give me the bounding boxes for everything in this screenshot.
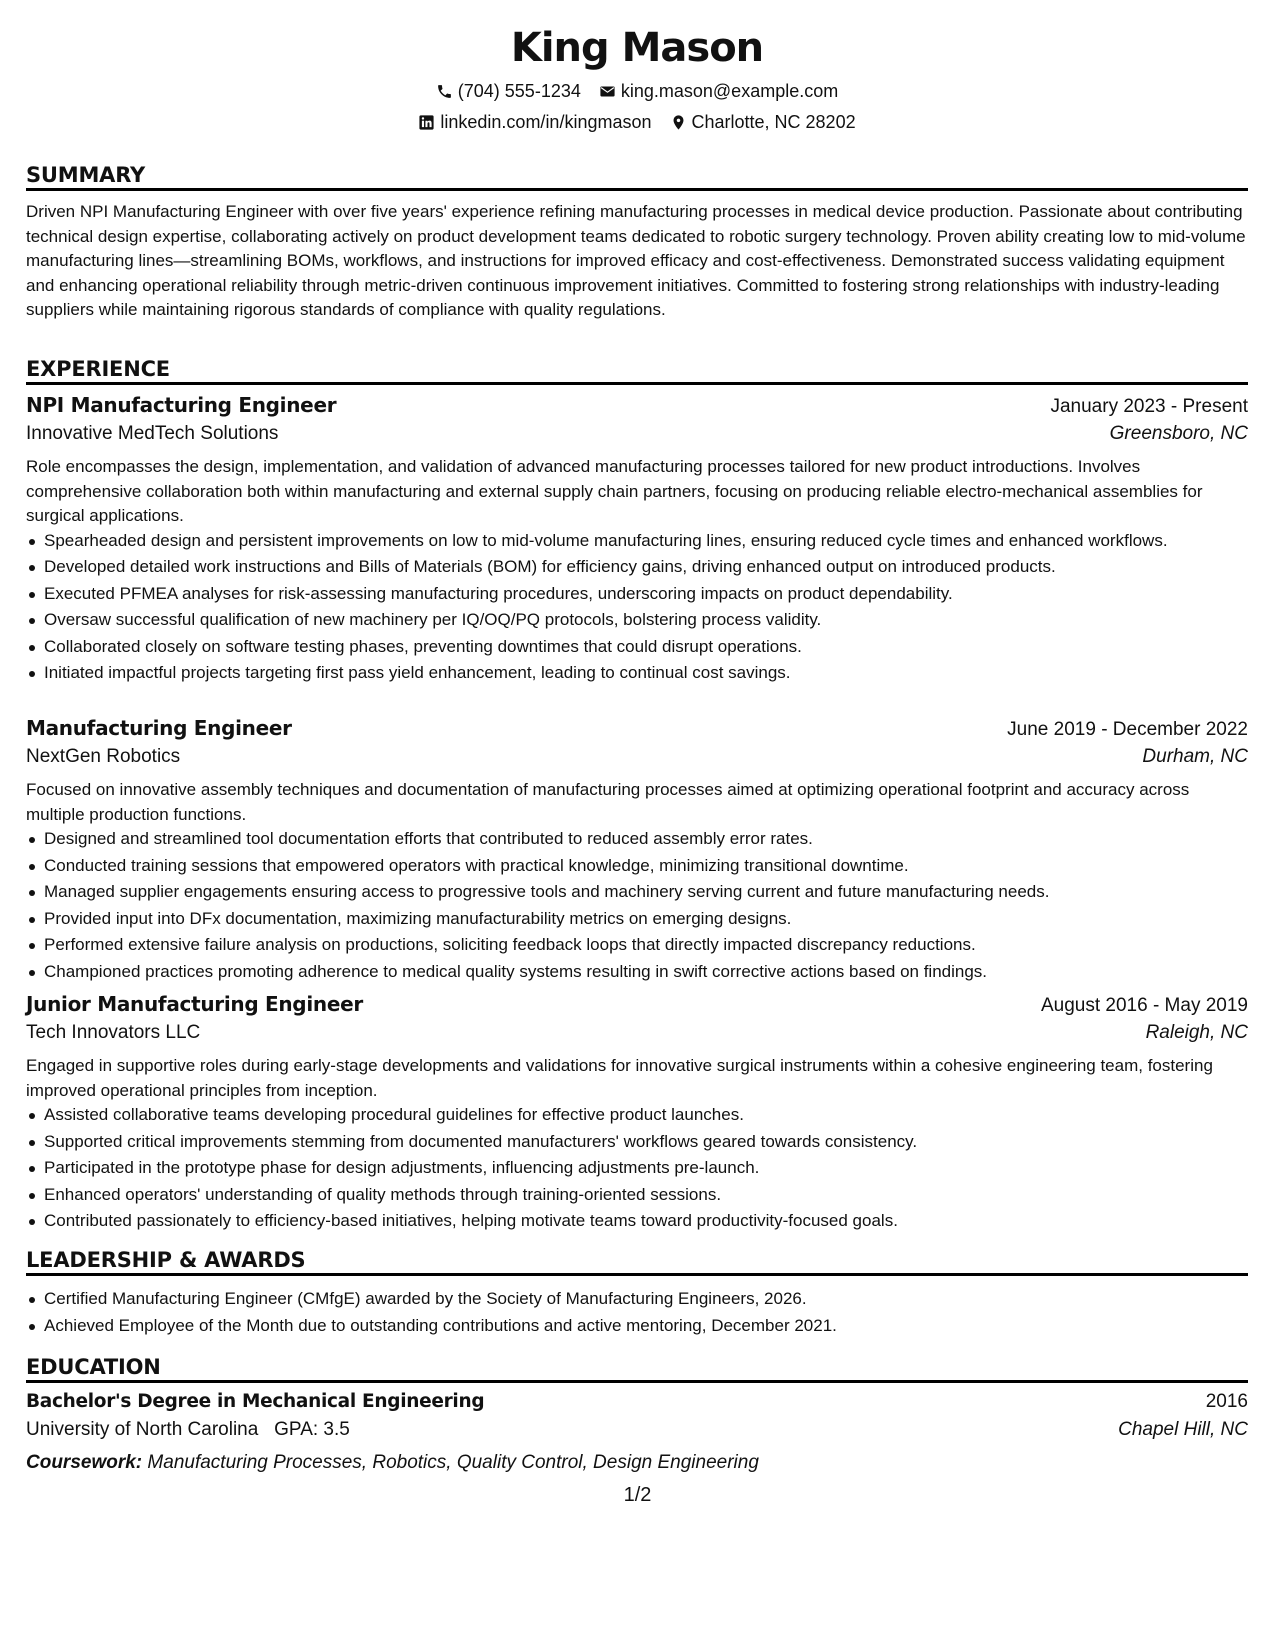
job-bullets xyxy=(26,529,1248,686)
job-entry xyxy=(26,716,1248,986)
school-line xyxy=(26,1419,350,1441)
contact-phone xyxy=(436,80,581,102)
list-item: Managed supplier engagements ensuring access to progressive tools and machinery serving current and future manufacturing needs. xyxy=(44,880,1248,905)
job-bullets xyxy=(26,1103,1248,1234)
job-header xyxy=(26,716,1248,744)
job-dates: June 2019 - December 2022 xyxy=(1007,719,1248,740)
list-item: Spearheaded design and persistent improvements on low to mid-volume manufacturing lines, ensuring reduced cycle times and enhanced workflows. xyxy=(44,529,1248,554)
job-subheader xyxy=(26,423,1248,453)
job-subheader xyxy=(26,746,1248,776)
linkedin-text: linkedin.com/in/kingmason xyxy=(440,112,652,132)
job-company: Tech Innovators LLC xyxy=(26,1022,201,1043)
list-item: Collaborated closely on software testing phases, preventing downtimes that could disrupt operations. xyxy=(44,635,1248,660)
education-heading: EDUCATION xyxy=(26,1354,1248,1383)
list-item: Enhanced operators' understanding of quality methods through training-oriented sessions. xyxy=(44,1183,1248,1208)
job-dates: January 2023 - Present xyxy=(1050,396,1248,417)
job-title: NPI Manufacturing Engineer xyxy=(26,393,337,417)
list-item: Performed extensive failure analysis on productions, soliciting feedback loops that directly impacted discrepancy reductions. xyxy=(44,933,1248,958)
list-item: Designed and streamlined tool documentation efforts that contributed to reduced assembly error rates. xyxy=(44,827,1248,852)
job-subheader xyxy=(26,1022,1248,1052)
coursework-label: Coursework: xyxy=(26,1452,143,1473)
job-description: Role encompasses the design, implementation, and validation of advanced manufacturing processes tailored for new product introductions. Involves comprehensive collaboration both within manufacturing and external supply chain partners, focusing on producing reliable electro-mechanical assemblies for surgical applications. xyxy=(26,457,1203,525)
candidate-name: King Mason xyxy=(510,25,764,71)
list-item: Championed practices promoting adherence to medical quality systems resulting in swift corrective actions based on findings. xyxy=(44,960,1248,985)
job-location: Raleigh, NC xyxy=(1145,1022,1248,1043)
job-location: Greensboro, NC xyxy=(1109,423,1248,444)
contact-linkedin[interactable] xyxy=(418,111,651,133)
job-title: Junior Manufacturing Engineer xyxy=(26,992,363,1016)
list-item: Oversaw successful qualification of new machinery per IQ/OQ/PQ protocols, bolstering process validity. xyxy=(44,608,1248,633)
job-entry xyxy=(26,393,1248,688)
leadership-bullets xyxy=(26,1287,1248,1338)
list-item: Assisted collaborative teams developing procedural guidelines for effective product launches. xyxy=(44,1103,1248,1128)
education-section xyxy=(26,1354,1248,1477)
summary-text: Driven NPI Manufacturing Engineer with over five years' experience refining manufacturing processes in medical device production. Passionate about contributing technical design expertise, collaborating actively on product development teams dedicated to robotic surgery technology. Proven ability creating low to mid-volume manufacturing lines—streamlining BOMs, workflows, and instructions for improved efficacy and cost-effectiveness. Demonstrated success validating equipment and enhancing operational reliability through metric-driven continuous improvement initiatives. Committed to fostering strong relationships with industry-leading suppliers while maintaining rigorous standards of compliance with quality regulations. xyxy=(26,202,1246,319)
job-location: Durham, NC xyxy=(1142,746,1248,767)
map-pin-icon xyxy=(670,114,687,131)
experience-heading: EXPERIENCE xyxy=(26,356,1248,385)
list-item: Participated in the prototype phase for design adjustments, influencing adjustments pre-launch. xyxy=(44,1156,1248,1181)
list-item: Supported critical improvements stemming from documented manufacturers' workflows geared towards consistency. xyxy=(44,1130,1248,1155)
list-item: Certified Manufacturing Engineer (CMfgE) awarded by the Society of Manufacturing Engineers, 2026. xyxy=(44,1287,1248,1312)
job-header xyxy=(26,393,1248,421)
job-company: NextGen Robotics xyxy=(26,746,181,767)
job-dates: August 2016 - May 2019 xyxy=(1040,995,1248,1016)
list-item: Conducted training sessions that empowered operators with practical knowledge, minimizing transitional downtime. xyxy=(44,854,1248,879)
envelope-icon xyxy=(599,83,616,100)
leadership-section xyxy=(26,1247,1248,1340)
job-header xyxy=(26,992,1248,1020)
contact-email[interactable] xyxy=(599,80,838,102)
job-entry xyxy=(26,992,1248,1236)
location-text: Charlotte, NC 28202 xyxy=(691,112,856,132)
list-item: Developed detailed work instructions and Bills of Materials (BOM) for efficiency gains, driving enhanced output on introduced products. xyxy=(44,555,1248,580)
page-number: 1/2 xyxy=(623,1484,652,1506)
list-item: Contributed passionately to efficiency-based initiatives, helping motivate teams toward productivity-focused goals. xyxy=(44,1209,1248,1234)
graduation-year: 2016 xyxy=(1205,1391,1248,1412)
summary-section xyxy=(26,162,1248,323)
contact-line-1 xyxy=(26,80,1248,102)
job-description: Focused on innovative assembly techniques and documentation of manufacturing processes aimed at optimizing operational footprint and accuracy across multiple production functions. xyxy=(26,780,1190,824)
list-item: Executed PFMEA analyses for risk-assessing manufacturing procedures, underscoring impacts on product dependability. xyxy=(44,582,1248,607)
degree-title: Bachelor's Degree in Mechanical Engineering xyxy=(26,1391,485,1412)
list-item: Initiated impactful projects targeting first pass yield enhancement, leading to continual cost savings. xyxy=(44,661,1248,686)
job-bullets xyxy=(26,827,1248,984)
email-text: king.mason@example.com xyxy=(620,81,839,101)
summary-heading: SUMMARY xyxy=(26,162,1248,191)
school-location: Chapel Hill, NC xyxy=(1118,1419,1248,1440)
contact-location xyxy=(670,111,856,133)
resume-page xyxy=(26,0,1248,1473)
education-header xyxy=(26,1391,1248,1419)
gpa: GPA: 3.5 xyxy=(274,1419,350,1440)
job-company: Innovative MedTech Solutions xyxy=(26,423,279,444)
leadership-heading: LEADERSHIP & AWARDS xyxy=(26,1247,1248,1276)
education-subheader xyxy=(26,1419,1248,1449)
coursework-list: Manufacturing Processes, Robotics, Quality Control, Design Engineering xyxy=(147,1452,759,1473)
job-title: Manufacturing Engineer xyxy=(26,716,292,740)
phone-text: (704) 555-1234 xyxy=(457,81,581,101)
school-name: University of North Carolina xyxy=(26,1419,259,1440)
linkedin-icon xyxy=(418,114,435,131)
phone-icon xyxy=(436,83,453,100)
job-description: Engaged in supportive roles during early-stage developments and validations for innovative surgical instruments within a cohesive engineering team, fostering improved operational principles from inception. xyxy=(26,1056,1213,1100)
coursework-line xyxy=(26,1449,1248,1477)
list-item: Achieved Employee of the Month due to outstanding contributions and active mentoring, December 2021. xyxy=(44,1314,1248,1339)
list-item: Provided input into DFx documentation, maximizing manufacturability metrics on emerging designs. xyxy=(44,907,1248,932)
experience-section xyxy=(26,356,1248,385)
contact-line-2 xyxy=(26,111,1248,133)
